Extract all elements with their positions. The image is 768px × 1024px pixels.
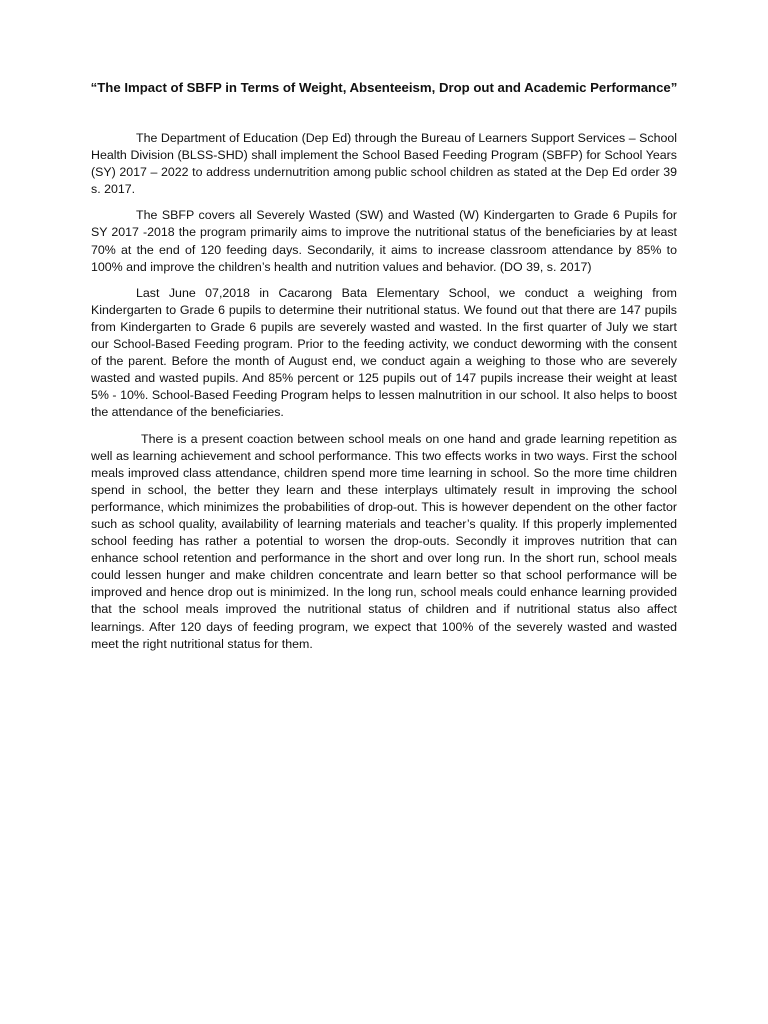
document-title: “The Impact of SBFP in Terms of Weight, Absenteeism, Drop out and Academic Performance”	[90, 80, 678, 95]
paragraph-weighing-results: Last June 07,2018 in Cacarong Bata Elementary School, we conduct a weighing from Kindergarten to Grade 6 pupils to determine their nutritional status. We found out that there are 147 pupils from Kindergarten to Grade 6 pupils are severely wasted and wasted. In the first quarter of July we start our School-Based Feeding program. Prior to the feeding activity, we conduct deworming with the consent of the parent. Before the month of August end, we conduct again a weighing to those who are severely wasted and wasted pupils. And 85% percent or 125 pupils out of 147 pupils increase their weight at least 5% - 10%. School-Based Feeding Program helps to lessen malnutrition in our school. It also helps to boost the attendance of the beneficiaries.	[91, 285, 677, 420]
paragraph-intro-deped: The Department of Education (Dep Ed) through the Bureau of Learners Support Services – School Health Division (BLSS-SHD) shall implement the School Based Feeding Program (SBFP) for School Years (SY) 2017 – 2022 to address undernutrition among public school children as stated at the Dep Ed order 39 s. 2017.	[91, 131, 677, 197]
paragraph-sbfp-coverage: The SBFP covers all Severely Wasted (SW) and Wasted (W) Kindergarten to Grade 6 Pupils for SY 2017 -2018 the program primarily aims to improve the nutritional status of the beneficiaries by at least 70% at the end of 120 feeding days. Secondarily, it aims to increase classroom attendance by 85% to 100% and improve the children’s health and nutrition values and behavior. (DO 39, s. 2017)	[91, 208, 677, 274]
paragraph-school-meals-effects: There is a present coaction between school meals on one hand and grade learning repetition as well as learning achievement and school performance. This two effects works in two ways. First the school meals improved class attendance, children spend more time learning in school. So the more time children spend in school, the better they learn and these interplays ultimately result in improving the school performance, which minimizes the probabilities of drop-out. This is however dependent on the other factor such as school quality, availability of learning materials and teacher’s quality. If this properly implemented school feeding has rather a potential to worsen the drop-outs. Secondly it improves nutrition that can enhance school retention and performance in the short and over long run. In the short run, school meals could lessen hunger and make children concentrate and learn better so that school performance will be improved and hence drop out is minimized. In the long run, school meals could enhance learning provided that the school meals improved the nutritional status of children and if nutritional status also affect learnings. After 120 days of feeding program, we expect that 100% of the severely wasted and wasted meet the right nutritional status for them.	[91, 431, 677, 651]
document-body	[91, 130, 677, 662]
